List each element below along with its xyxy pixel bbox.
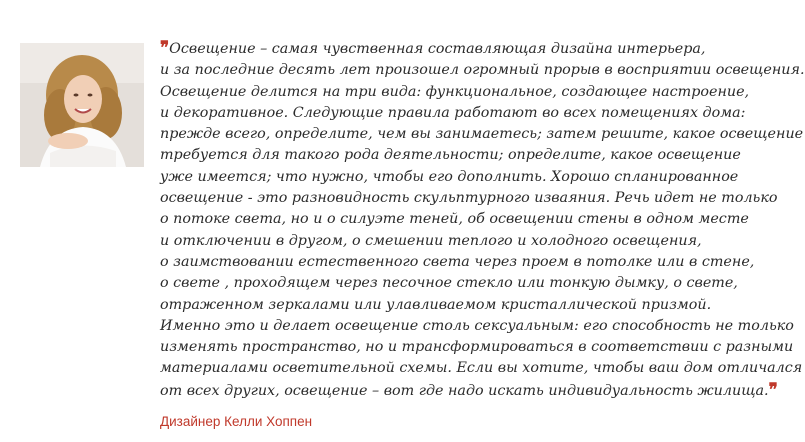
author-portrait [20,43,144,167]
quote-line: изменять пространство, но и трансформироваться в соответствии с разными [160,339,794,356]
quote-line: о заимствовании естественного света через проем в потолке или в стене, [160,253,755,270]
quote-line [160,379,778,402]
quote-line: и декоративное. Следующие правила работают во всех помещениях дома: [160,104,746,121]
quote-line-text: Освещение – самая чувственная составляющая дизайна интерьера, [169,41,706,57]
quote-line: материалами осветительной схемы. Если вы хотите, чтобы ваш дом отличался [160,360,803,377]
quote-line: о потоке света, но и о силуэте теней, об освещении стены в одном месте [160,211,749,228]
quote-line-text: от всех других, освещение – вот где надо искать индивидуальность жилища. [160,382,769,399]
quote-line: и отключении в другом, о смешении теплого и холодного освещения, [160,232,702,249]
quote-line: Именно это и делает освещение столь сексуальным: его способность не только [160,317,794,334]
quote-line: отраженном зеркалами или улавливаемом кристаллической призмой. [160,296,712,313]
quote-line: уже имеется; что нужно, чтобы его дополнить. Хорошо спланированное [160,168,739,185]
quote-line: прежде всего, определите, чем вы занимаетесь; затем решите, какое освещение [160,126,804,143]
close-quote-mark: ❞ [768,379,778,400]
author-caption: Дизайнер Келли Хоппен [160,414,313,429]
quote-line [160,38,750,60]
quote-line: и за последние десять лет произошел огромный прорыв в восприятии освещения. [160,62,805,79]
quote-line: Освещение делится на три вида: функциональное, создающее настроение, [160,83,750,100]
quote-line: требуется для такого рода деятельности; определите, какое освещение [160,147,741,164]
portrait-image [20,43,144,167]
quote-line: о свете , проходящем через песочное стекло или тонкую дымку, о свете, [160,275,738,292]
quote-block [160,38,805,402]
open-quote-mark: ❞ [160,38,170,58]
quote-line: освещение - это разновидность скульптурного изваяния. Речь идет не только [160,190,778,207]
